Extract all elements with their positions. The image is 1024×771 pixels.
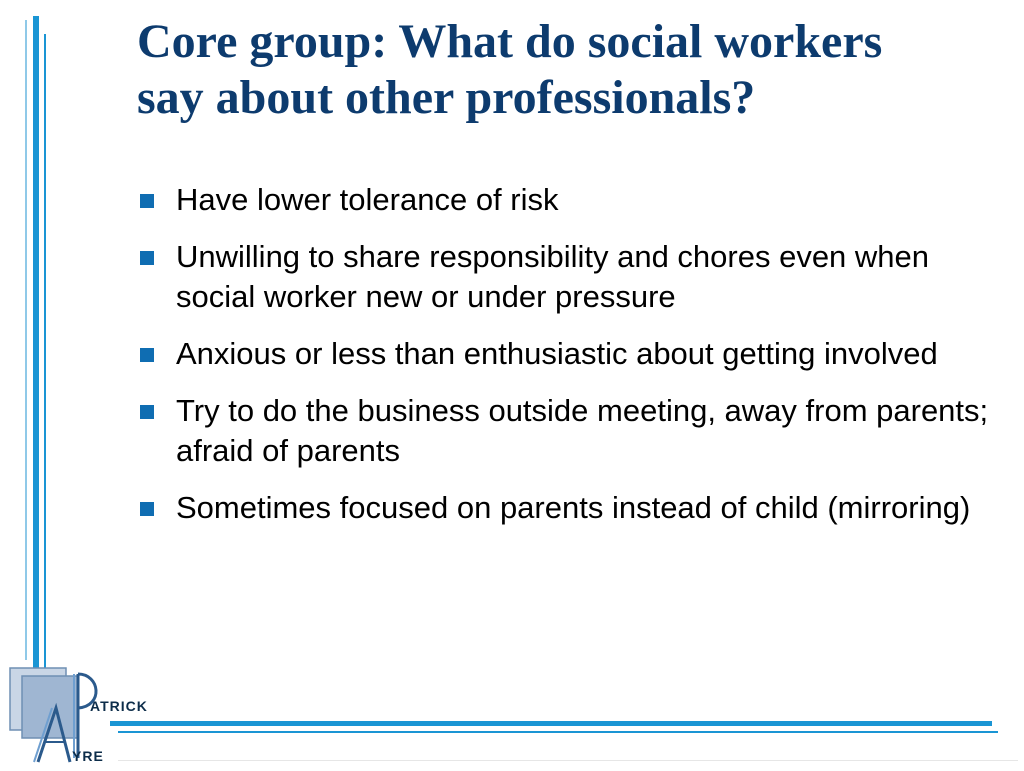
slide-title [137,14,997,126]
logo-text-ayre: YRE [72,748,104,764]
bullet-list [138,180,998,545]
bullet-text: Sometimes focused on parents instead of child (mirroring) [176,490,971,525]
list-item [138,180,998,220]
square-bullet-icon [140,194,154,208]
decorative-horizontal-rule-faint [118,760,1018,761]
patrick-ayre-logo [8,662,148,766]
title-line-2: say about other professionals? [137,71,756,124]
bullet-text: Unwilling to share responsibility and chores even when social worker new or under pressure [176,239,930,314]
decorative-vertical-rule-thin [44,34,46,684]
list-item [138,334,998,374]
title-line-1: Core group: What do social workers [137,15,883,68]
list-item [138,237,998,317]
square-bullet-icon [140,348,154,362]
bullet-text: Anxious or less than enthusiastic about getting involved [176,336,938,371]
decorative-horizontal-rule [110,721,992,726]
decorative-vertical-rule-light [25,20,27,660]
logo-text-patrick: ATRICK [90,698,148,714]
square-bullet-icon [140,405,154,419]
bullet-text: Try to do the business outside meeting, away from parents; afraid of parents [176,393,989,468]
list-item [138,391,998,471]
decorative-vertical-rule [33,16,39,676]
decorative-horizontal-rule-thin [118,731,998,733]
square-bullet-icon [140,502,154,516]
square-bullet-icon [140,251,154,265]
bullet-text: Have lower tolerance of risk [176,182,559,217]
list-item [138,488,998,528]
